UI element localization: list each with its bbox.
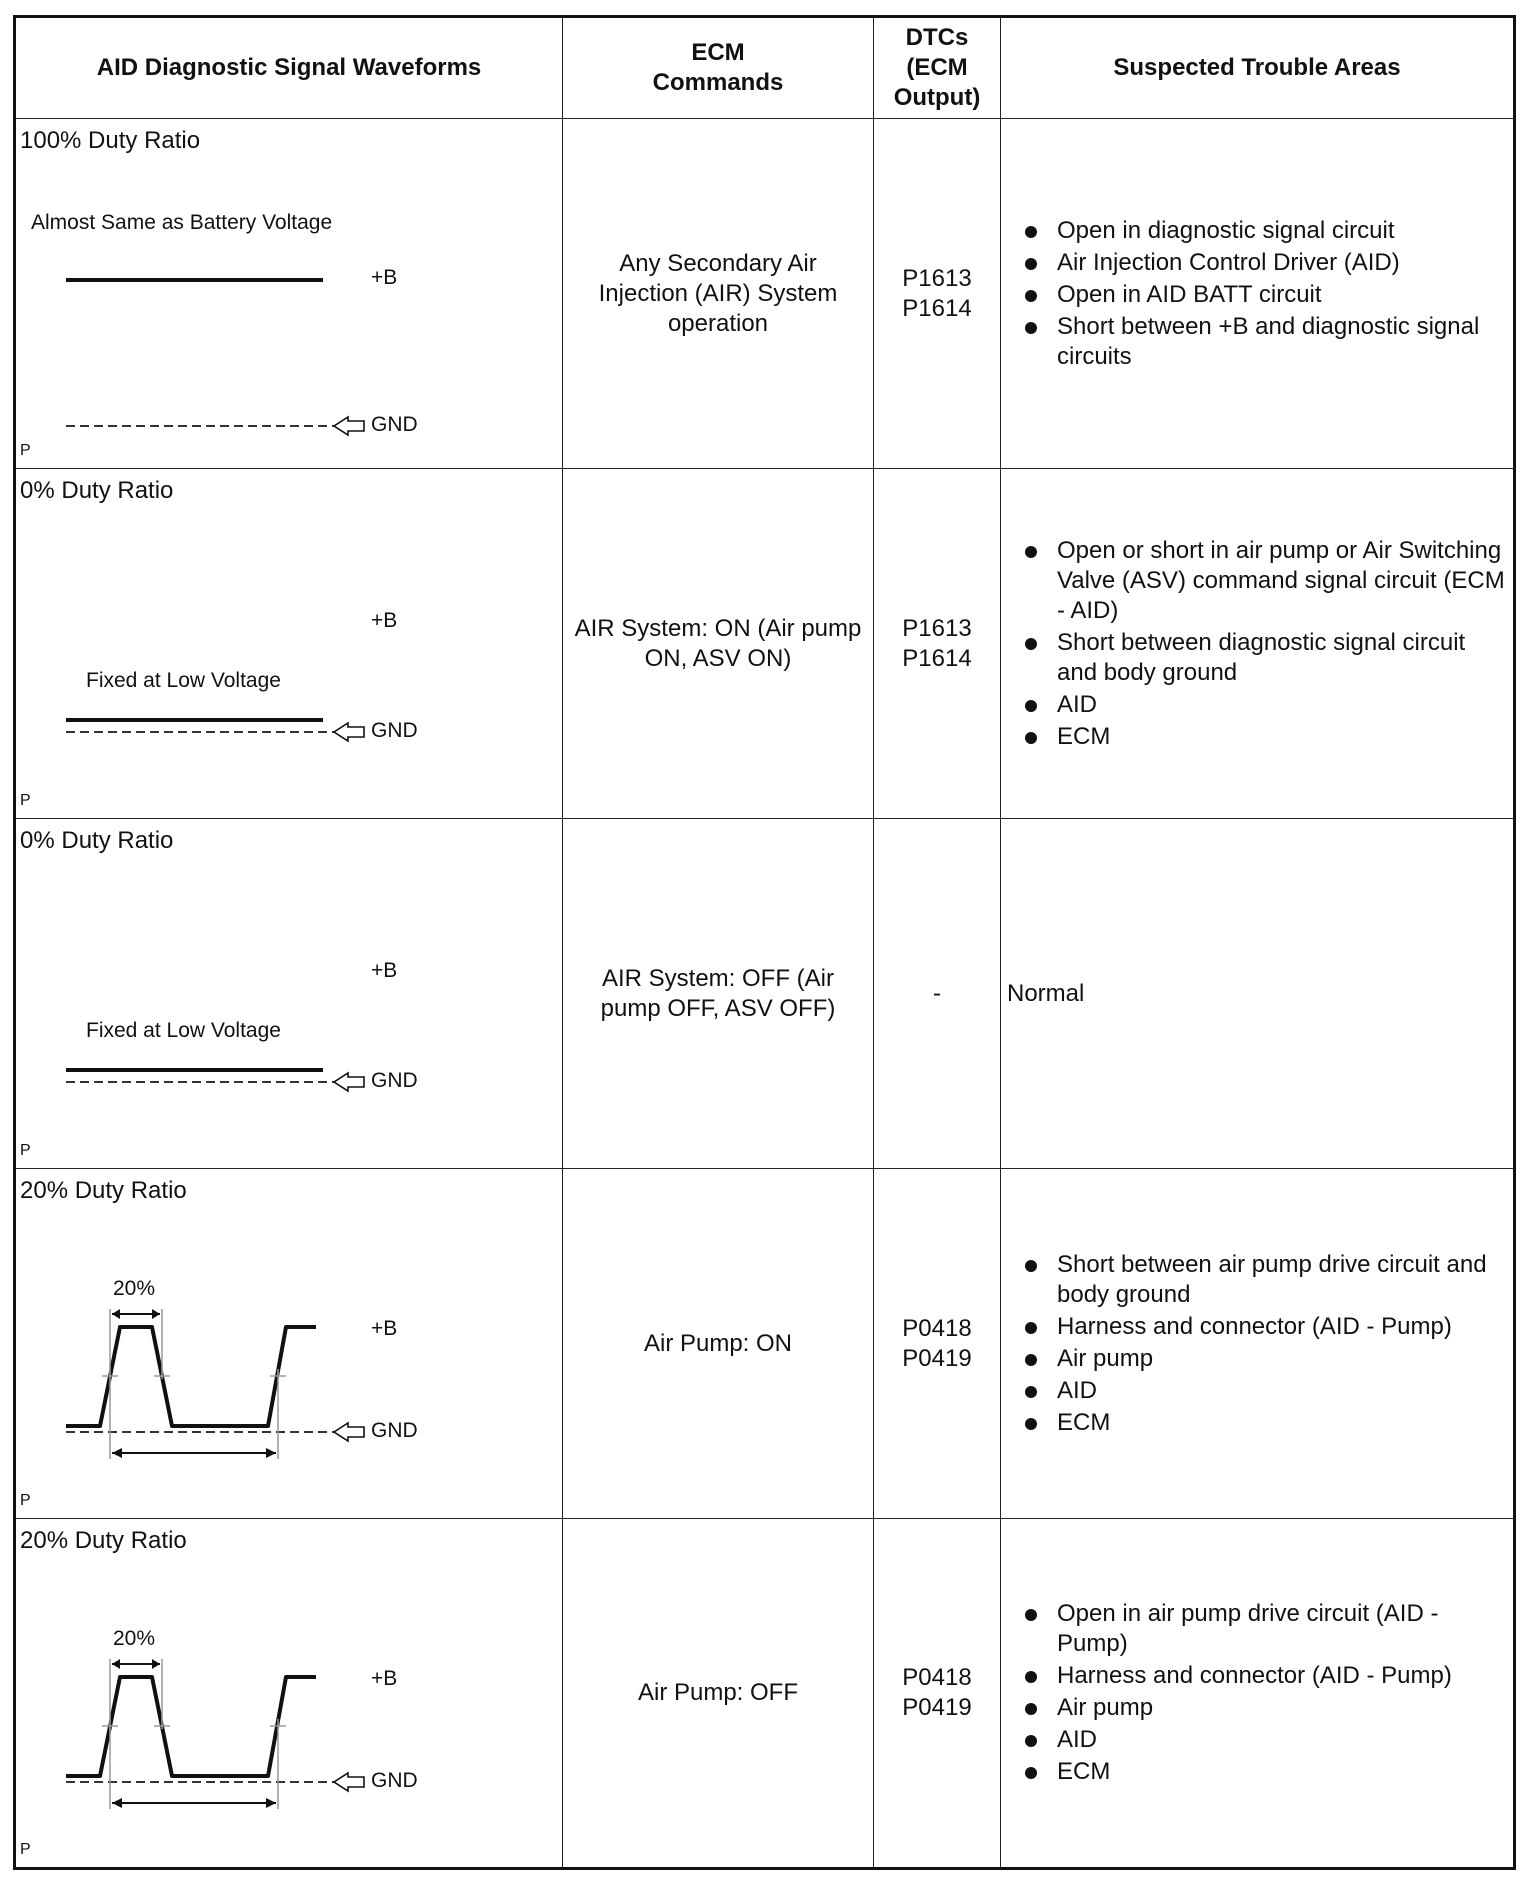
plus-b-label: +B — [371, 1667, 398, 1690]
probe-label: P — [20, 792, 31, 809]
list-item: AID — [1021, 690, 1505, 720]
trouble-areas-cell — [1001, 469, 1515, 819]
waveform-cell — [15, 119, 563, 469]
waveform-0-icon — [16, 469, 564, 819]
gnd-label: GND — [371, 1419, 418, 1442]
list-item: Open or short in air pump or Air Switching Valve (ASV) command signal circuit (ECM - AID) — [1021, 536, 1505, 626]
waveform-20-icon — [16, 1519, 564, 1869]
bullet-icon — [1025, 732, 1037, 744]
list-item: ECM — [1021, 1408, 1505, 1438]
bullet-icon — [1025, 1767, 1037, 1779]
waveform-title: 20% Duty Ratio — [20, 1177, 187, 1204]
plus-b-label: +B — [371, 1317, 398, 1340]
waveform-cell — [15, 1169, 563, 1519]
list-item: AID — [1021, 1376, 1505, 1406]
probe-label: P — [20, 442, 31, 459]
list-item: Open in diagnostic signal circuit — [1021, 216, 1505, 246]
waveform-title: 0% Duty Ratio — [20, 827, 174, 854]
bullet-icon — [1025, 258, 1037, 270]
plus-b-label: +B — [371, 266, 398, 289]
bullet-icon — [1025, 546, 1037, 558]
bullet-icon — [1025, 700, 1037, 712]
header-dtcs: DTCs (ECM Output) — [874, 17, 1001, 119]
bullet-icon — [1025, 1322, 1037, 1334]
trouble-areas-list — [1001, 1599, 1513, 1787]
dtc-cell: P1613 P1614 — [874, 119, 1001, 469]
bullet-icon — [1025, 1386, 1037, 1398]
list-item: Harness and connector (AID - Pump) — [1021, 1312, 1505, 1342]
ecm-command-cell: Any Secondary Air Injection (AIR) System operation — [563, 119, 874, 469]
trouble-areas-cell — [1001, 1519, 1515, 1869]
trouble-areas-list — [1001, 1250, 1513, 1438]
list-item: Air pump — [1021, 1693, 1505, 1723]
waveform-note: Almost Same as Battery Voltage — [31, 211, 333, 234]
list-item: ECM — [1021, 722, 1505, 752]
bullet-icon — [1025, 226, 1037, 238]
ecm-command-cell: Air Pump: OFF — [563, 1519, 874, 1869]
duty-label: 20% — [113, 1627, 156, 1650]
waveform-cell — [15, 819, 563, 1169]
header-waveforms: AID Diagnostic Signal Waveforms — [15, 17, 563, 119]
list-item: Air Injection Control Driver (AID) — [1021, 248, 1505, 278]
gnd-label: GND — [371, 719, 418, 742]
waveform-title: 20% Duty Ratio — [20, 1527, 187, 1554]
list-item: Open in air pump drive circuit (AID - Pump) — [1021, 1599, 1505, 1659]
table-row — [15, 119, 1515, 469]
bullet-icon — [1025, 1609, 1037, 1621]
list-item: AID — [1021, 1725, 1505, 1755]
list-item: Harness and connector (AID - Pump) — [1021, 1661, 1505, 1691]
list-item: Open in AID BATT circuit — [1021, 280, 1505, 310]
bullet-icon — [1025, 1735, 1037, 1747]
header-row — [15, 17, 1515, 119]
list-item: Short between +B and diagnostic signal circuits — [1021, 312, 1505, 372]
trouble-areas-cell — [1001, 819, 1515, 1169]
diagnostic-table — [13, 15, 1516, 1870]
waveform-note: Fixed at Low Voltage — [86, 669, 281, 692]
waveform-title: 100% Duty Ratio — [20, 127, 201, 154]
ecm-command-cell: AIR System: OFF (Air pump OFF, ASV OFF) — [563, 819, 874, 1169]
table-row — [15, 469, 1515, 819]
bullet-icon — [1025, 1260, 1037, 1272]
waveform-100-icon — [16, 119, 564, 469]
list-item: Short between air pump drive circuit and body ground — [1021, 1250, 1505, 1310]
duty-label: 20% — [113, 1277, 156, 1300]
bullet-icon — [1025, 1354, 1037, 1366]
trouble-areas-cell — [1001, 119, 1515, 469]
plus-b-label: +B — [371, 959, 398, 982]
bullet-icon — [1025, 1703, 1037, 1715]
dtc-cell: P0418 P0419 — [874, 1519, 1001, 1869]
bullet-icon — [1025, 1671, 1037, 1683]
waveform-cell — [15, 469, 563, 819]
plus-b-label: +B — [371, 609, 398, 632]
ecm-command-cell: Air Pump: ON — [563, 1169, 874, 1519]
table-row — [15, 1519, 1515, 1869]
trouble-areas-list — [1001, 536, 1513, 752]
probe-label: P — [20, 1492, 31, 1509]
bullet-icon — [1025, 1418, 1037, 1430]
waveform-note: Fixed at Low Voltage — [86, 1019, 281, 1042]
bullet-icon — [1025, 322, 1037, 334]
table-row — [15, 1169, 1515, 1519]
gnd-label: GND — [371, 1769, 418, 1792]
bullet-icon — [1025, 290, 1037, 302]
waveform-20-icon — [16, 1169, 564, 1519]
trouble-areas-cell — [1001, 1169, 1515, 1519]
probe-label: P — [20, 1142, 31, 1159]
list-item: Short between diagnostic signal circuit and body ground — [1021, 628, 1505, 688]
dtc-cell: P1613 P1614 — [874, 469, 1001, 819]
dtc-cell: - — [874, 819, 1001, 1169]
header-areas: Suspected Trouble Areas — [1001, 17, 1515, 119]
table-row — [15, 819, 1515, 1169]
normal-label: Normal — [1007, 979, 1085, 1007]
probe-label: P — [20, 1841, 31, 1858]
ecm-command-cell: AIR System: ON (Air pump ON, ASV ON) — [563, 469, 874, 819]
waveform-0-icon — [16, 819, 564, 1169]
header-commands: ECM Commands — [563, 17, 874, 119]
list-item: ECM — [1021, 1757, 1505, 1787]
dtc-cell: P0418 P0419 — [874, 1169, 1001, 1519]
gnd-label: GND — [371, 1069, 418, 1092]
waveform-title: 0% Duty Ratio — [20, 477, 174, 504]
list-item: Air pump — [1021, 1344, 1505, 1374]
gnd-label: GND — [371, 413, 418, 436]
waveform-cell — [15, 1519, 563, 1869]
bullet-icon — [1025, 638, 1037, 650]
trouble-areas-list — [1001, 216, 1513, 372]
